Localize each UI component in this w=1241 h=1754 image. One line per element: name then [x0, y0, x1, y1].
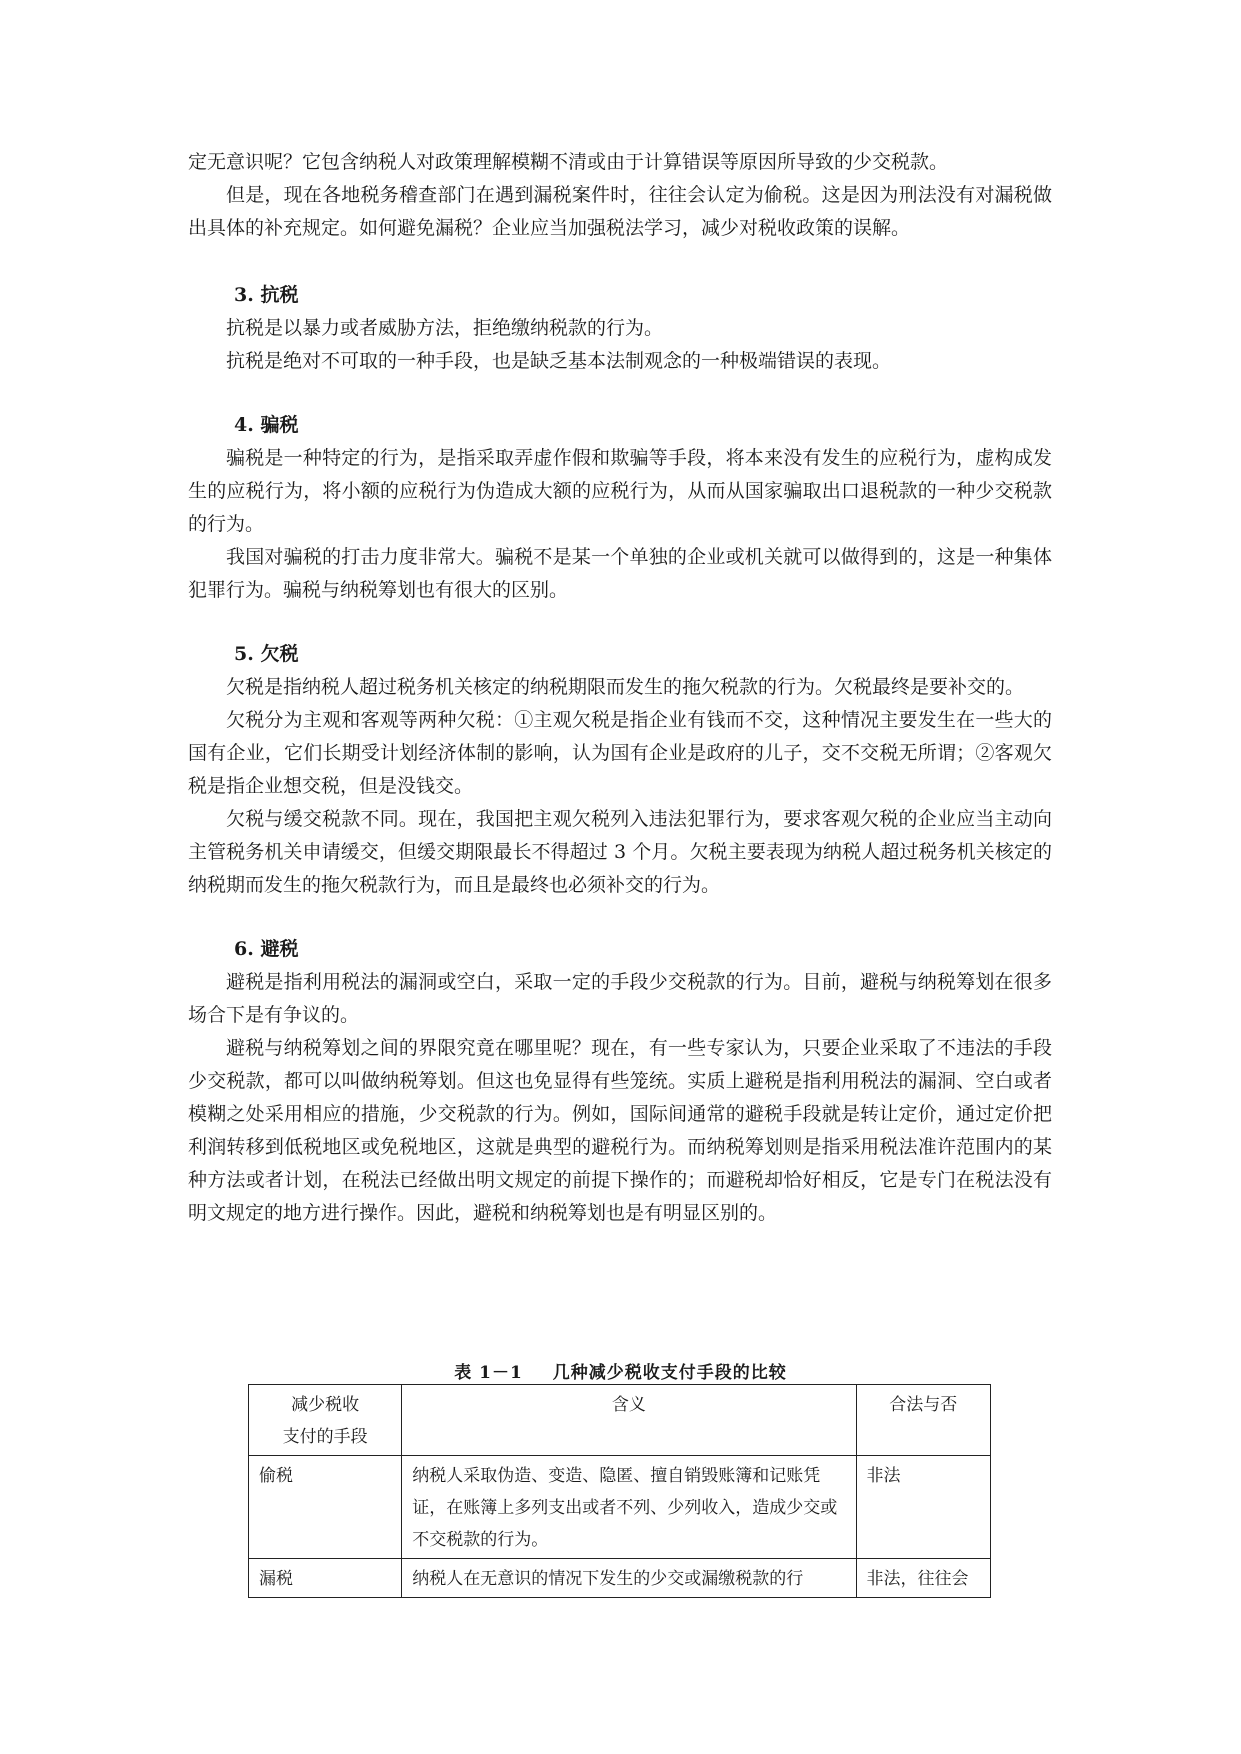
table-caption-title: 几种减少税收支付手段的比较 [552, 1363, 787, 1383]
paragraph: 我国对骗税的打击力度非常大。骗税不是某一个单独的企业或机关就可以做得到的，这是一种集体犯罪行为。骗税与纳税筹划也有很大的区别。 [188, 546, 1052, 601]
paragraph: 抗税是以暴力或者威胁方法，拒绝缴纳税款的行为。 [226, 317, 664, 339]
cell-legality: 非法，往往会 [856, 1559, 990, 1598]
cell-meaning: 纳税人在无意识的情况下发生的少交或漏缴税款的行 [402, 1559, 856, 1598]
cell-means: 漏税 [249, 1559, 402, 1598]
section-heading: 6. 避税 [234, 938, 299, 960]
section-bishui [188, 933, 1052, 1230]
section-kangshui [188, 279, 1052, 378]
header-legality: 合法与否 [856, 1385, 990, 1456]
paragraph: 欠税与缓交税款不同。现在，我国把主观欠税列入违法犯罪行为，要求客观欠税的企业应当主动向主管税务机关申请缓交，但缓交期限最长不得超过 3 个月。欠税主要表现为纳税人超过税务机关核定的纳税期而发生的拖欠税款行为，而且是最终也必须补交的行为。 [188, 808, 1052, 896]
section-pianshui [188, 409, 1052, 607]
cell-legality: 非法 [856, 1456, 990, 1559]
table-row [249, 1559, 991, 1598]
body-text [188, 146, 1052, 1230]
paragraph: 避税是指利用税法的漏洞或空白，采取一定的手段少交税款的行为。目前，避税与纳税筹划在很多场合下是有争议的。 [188, 971, 1052, 1026]
table-caption-number: 表 1－1 [454, 1363, 523, 1383]
section-heading: 5. 欠税 [234, 643, 299, 665]
paragraph: 定无意识呢？它包含纳税人对政策理解模糊不清或由于计算错误等原因所导致的少交税款。 [188, 151, 949, 173]
cell-meaning: 纳税人采取伪造、变造、隐匿、擅自销毁账簿和记账凭证，在账簿上多列支出或者不列、少列收入，造成少交或不交税款的行为。 [402, 1456, 856, 1559]
paragraph: 骗税是一种特定的行为，是指采取弄虚作假和欺骗等手段，将本来没有发生的应税行为，虚构成发生的应税行为，将小额的应税行为伪造成大额的应税行为，从而从国家骗取出口退税款的一种少交税款的行为。 [188, 447, 1052, 535]
comparison-table [248, 1384, 991, 1598]
paragraph: 但是，现在各地税务稽查部门在遇到漏税案件时，往往会认定为偷税。这是因为刑法没有对漏税做出具体的补充规定。如何避免漏税？企业应当加强税法学习，减少对税收政策的误解。 [188, 184, 1052, 239]
section-heading: 4. 骗税 [234, 414, 299, 436]
paragraph: 欠税分为主观和客观等两种欠税：①主观欠税是指企业有钱而不交，这种情况主要发生在一些大的国有企业，它们长期受计划经济体制的影响，认为国有企业是政府的儿子，交不交税无所谓；②客观欠税是指企业想交税，但是没钱交。 [188, 709, 1052, 797]
cell-means: 偷税 [249, 1456, 402, 1559]
section-heading: 3. 抗税 [234, 284, 299, 306]
paragraph: 抗税是绝对不可取的一种手段，也是缺乏基本法制观念的一种极端错误的表现。 [226, 350, 892, 372]
table-header-row [249, 1385, 991, 1456]
table-row [249, 1456, 991, 1559]
header-meaning: 含义 [402, 1385, 856, 1456]
paragraph: 避税与纳税筹划之间的界限究竟在哪里呢？现在，有一些专家认为，只要企业采取了不违法的手段少交税款，都可以叫做纳税筹划。但这也免显得有些笼统。实质上避税是指利用税法的漏洞、空白或者模糊之处采用相应的措施，少交税款的行为。例如，国际间通常的避税手段就是转让定价，通过定价把利润转移到低税地区或免税地区，这就是典型的避税行为。而纳税筹划则是指采用税法准许范围内的某种方法或者计划，在税法已经做出明文规定的前提下操作的；而避税却恰好相反，它是专门在税法没有明文规定的地方进行操作。因此，避税和纳税筹划也是有明显区别的。 [188, 1037, 1052, 1224]
section-qianshui [188, 638, 1052, 902]
header-means: 减少税收 支付的手段 [249, 1385, 402, 1456]
paragraph: 欠税是指纳税人超过税务机关核定的纳税期限而发生的拖欠税款的行为。欠税最终是要补交的。 [226, 676, 1025, 698]
table-caption [0, 1358, 1241, 1383]
